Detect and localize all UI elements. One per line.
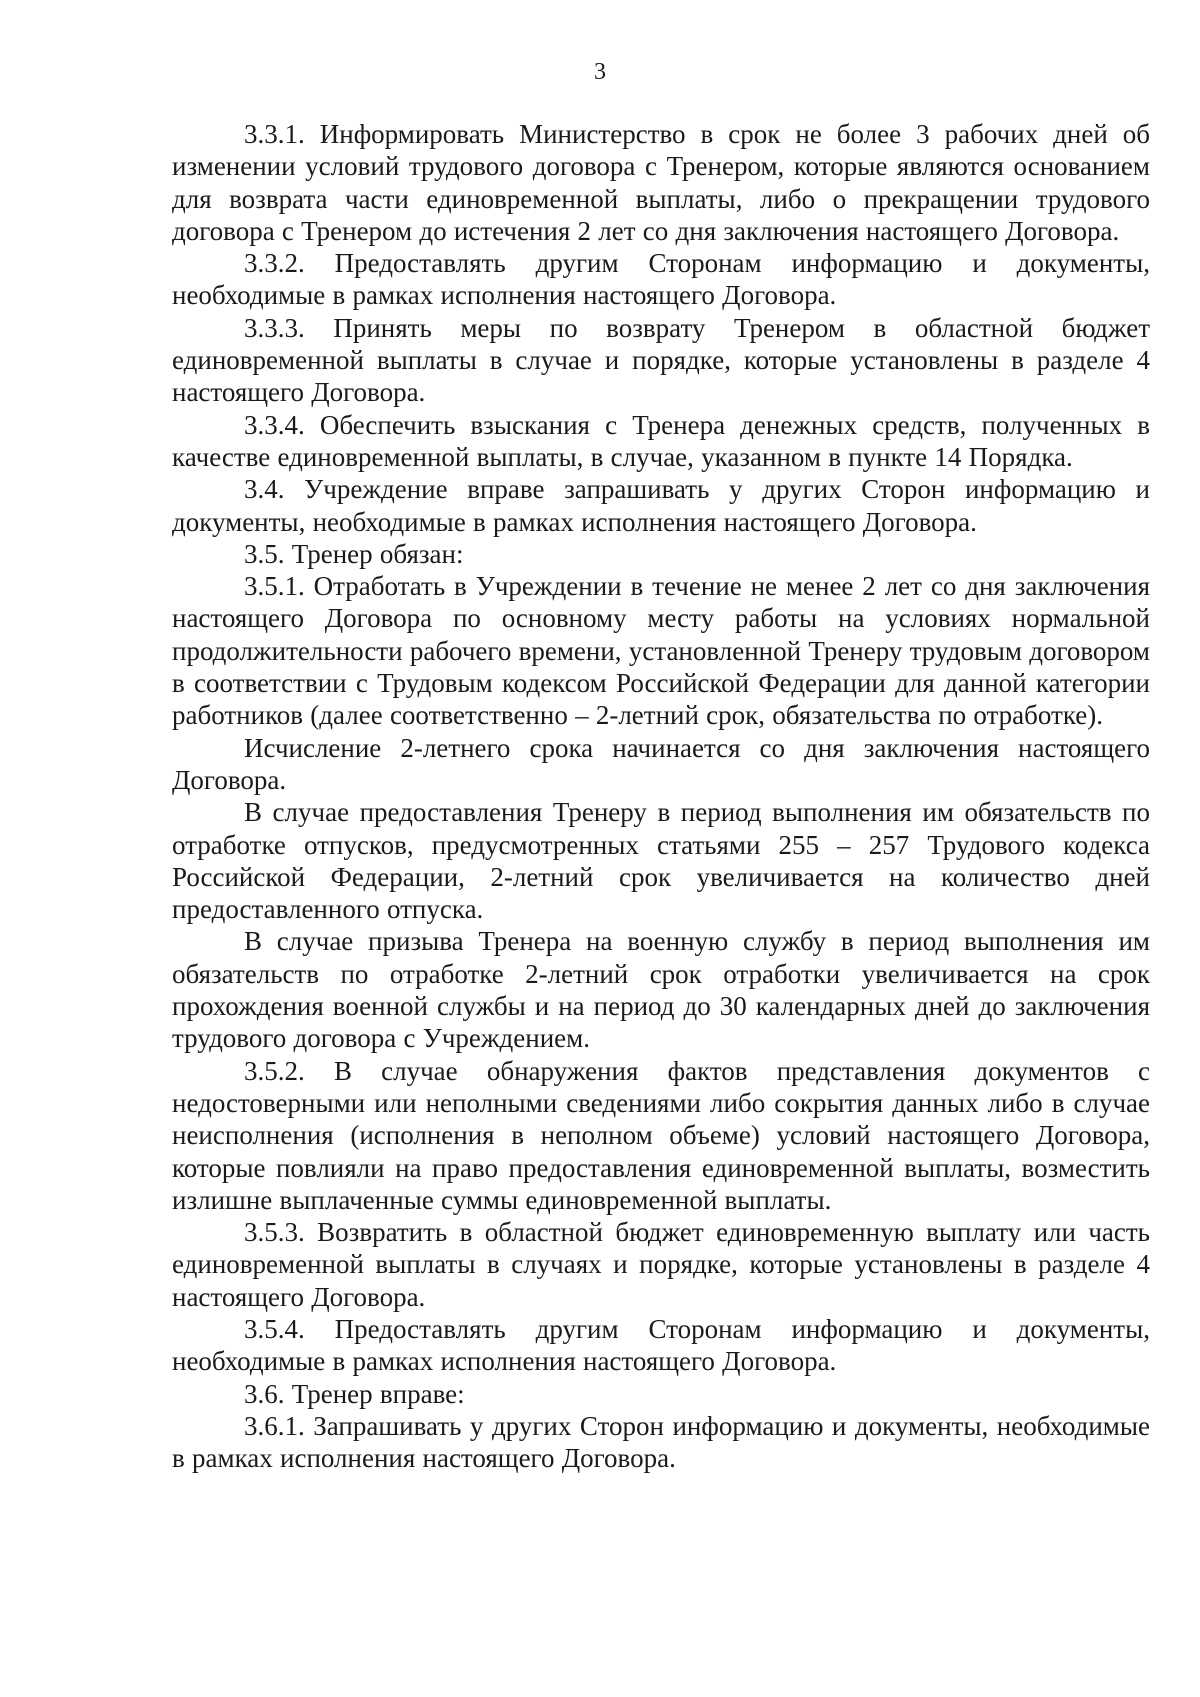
- clause-3-5-heading: 3.5. Тренер обязан:: [244, 538, 464, 569]
- clause-3-5-2: 3.5.2. В случае обнаружения фактов представления документов с недостоверными или неполными сведениями либо сокрытия данных либо в случае неисполнения (исполнения в неполном объеме) условий настоящего Договора, которые повлияли на право предоставления единовременной выплаты, возместить излишне выплаченные суммы единовременной выплаты.: [172, 1055, 1150, 1215]
- clause-3-5-4: 3.5.4. Предоставлять другим Сторонам информацию и документы, необходимые в рамках исполнения настоящего Договора.: [172, 1313, 1150, 1377]
- clause-3-6-heading: 3.6. Тренер вправе:: [244, 1378, 465, 1409]
- clause-3-3-2: 3.3.2. Предоставлять другим Сторонам информацию и документы, необходимые в рамках исполнения настоящего Договора.: [172, 248, 1150, 311]
- document-body: [172, 118, 1150, 1474]
- clause-3-5-3: 3.5.3. Возвратить в областной бюджет единовременную выплату или часть единовременной выплаты в случаях и порядке, которые установлены в разделе 4 настоящего Договора.: [172, 1217, 1150, 1312]
- clause-3-5-1-term-start: Исчисление 2-летнего срока начинается со дня заключения настоящего Договора.: [172, 732, 1150, 795]
- clause-3-5-1-vacation: В случае предоставления Тренеру в период выполнения им обязательств по отработке отпусков, предусмотренных статьями 255 – 257 Трудового кодекса Российской Федерации, 2-летний срок увеличивается на количество дней предоставленного отпуска.: [172, 797, 1150, 925]
- clause-3-5-1: 3.5.1. Отработать в Учреждении в течение не менее 2 лет со дня заключения настоящего Договора по основному месту работы на условиях нормальной продолжительности рабочего времени, установленной Тренеру трудовым договором в соответствии с Трудовым кодексом Российской Федерации для данной категории работников (далее соответственно – 2-летний срок, обязательства по отработке).: [172, 571, 1150, 731]
- clause-3-4: 3.4. Учреждение вправе запрашивать у других Сторон информацию и документы, необходимые в рамках исполнения настоящего Договора.: [172, 474, 1150, 537]
- clause-3-5-1-military: В случае призыва Тренера на военную службу в период выполнения им обязательств по отработке 2-летний срок отработки увеличивается на срок прохождения военной службы и на период до 30 календарных дней до заключения трудового договора с Учреждением.: [172, 926, 1150, 1054]
- clause-3-3-1: 3.3.1. Информировать Министерство в срок не более 3 рабочих дней об изменении условий трудового договора с Тренером, которые являются основанием для возврата части единовременной выплаты, либо о прекращении трудового договора с Тренером до истечения 2 лет со дня заключения настоящего Договора.: [172, 119, 1150, 246]
- clause-3-3-4: 3.3.4. Обеспечить взыскания с Тренера денежных средств, полученных в качестве единовременной выплаты, в случае, указанном в пункте 14 Порядка.: [172, 409, 1150, 472]
- page-number: 3: [594, 59, 606, 85]
- clause-3-6-1: 3.6.1. Запрашивать у других Сторон информацию и документы, необходимые в рамках исполнения настоящего Договора.: [172, 1410, 1150, 1474]
- clause-3-3-3: 3.3.3. Принять меры по возврату Тренером в областной бюджет единовременной выплаты в случае и порядке, которые установлены в разделе 4 настоящего Договора.: [172, 312, 1150, 408]
